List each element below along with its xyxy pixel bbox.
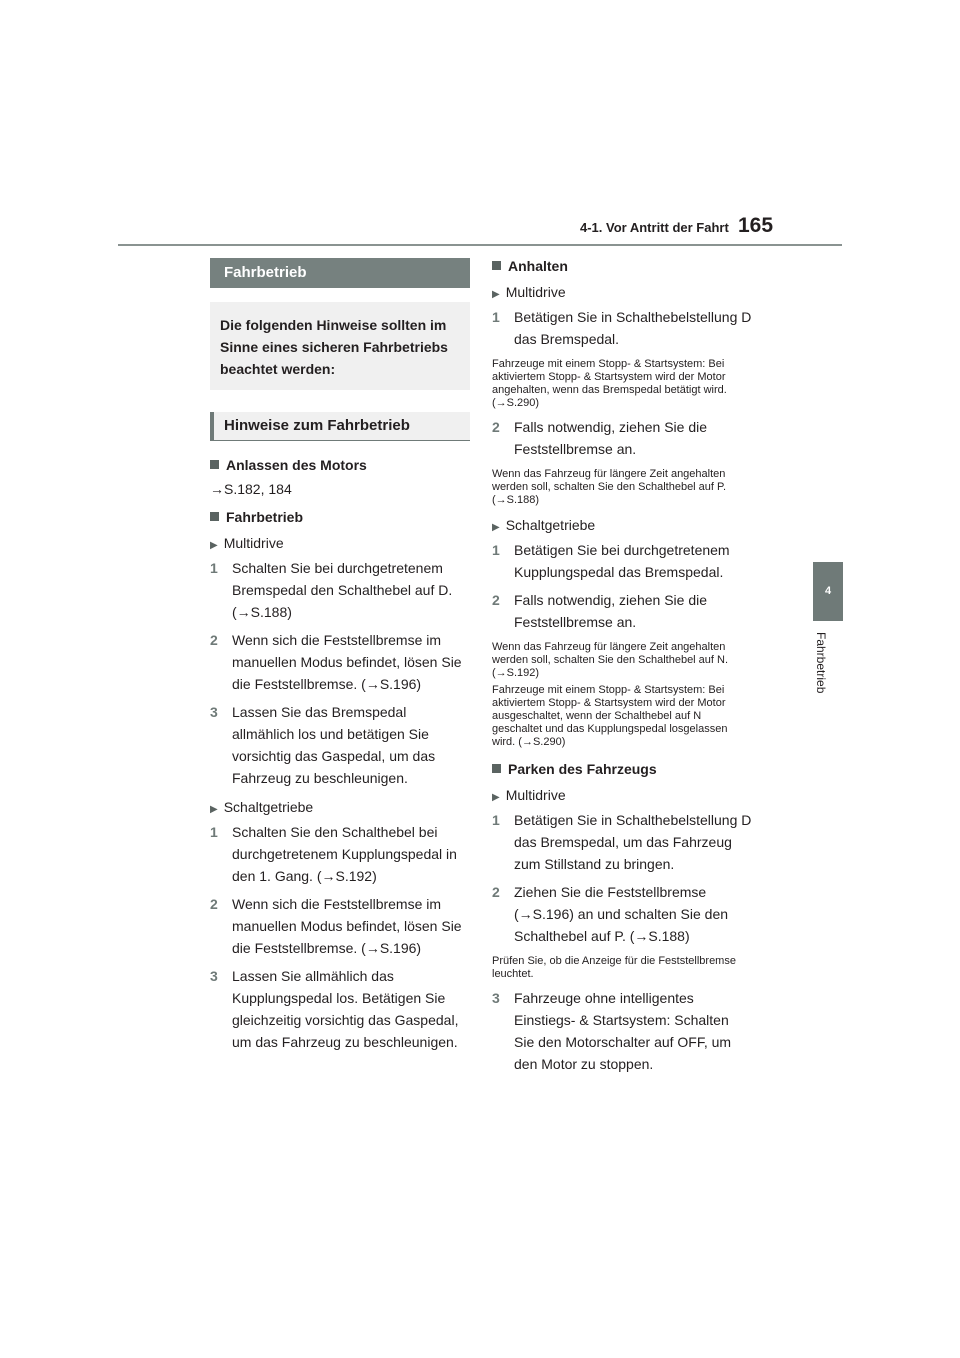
section-intro: Die folgenden Hinweise sollten im Sinne eines sicheren Fahrbetriebs beachtet werden:	[210, 302, 470, 390]
step: 2 Wenn sich die Feststellbremse im manuellen Modus befindet, lösen Sie die Feststellbremse. (→S.196)	[210, 632, 462, 692]
chapter-label: Fahrbetrieb	[814, 632, 828, 694]
bullet-schaltgetriebe: ▶ Schaltgetriebe	[492, 517, 596, 533]
note: Wenn das Fahrzeug für längere Zeit angehalten werden soll, schalten Sie den Schalthebel auf N. (→S.192)	[492, 641, 729, 679]
step: 3 Lassen Sie das Bremspedal allmählich los und betätigen Sie vorsichtig das Gaspedal, um das Fahrzeug zu beschleunigen.	[210, 704, 436, 786]
section-title: 4-1. Vor Antritt der Fahrt	[580, 220, 729, 235]
chapter-tab: 4	[813, 562, 843, 621]
left-column	[210, 258, 470, 1053]
step: 1 Betätigen Sie bei durchgetretenem Kupplungspedal das Bremspedal.	[492, 542, 730, 580]
bullet-schaltgetriebe: ▶ Schaltgetriebe	[210, 799, 314, 815]
bullet-multidrive: ▶ Multidrive	[492, 284, 566, 300]
note: Wenn das Fahrzeug für längere Zeit angehalten werden soll, schalten Sie den Schalthebel auf P. (→S.188)	[492, 468, 727, 506]
step: 1 Betätigen Sie in Schalthebelstellung D das Bremspedal.	[492, 309, 752, 347]
heading-fahrbetrieb: Fahrbetrieb	[210, 509, 470, 525]
heading-parken: Parken des Fahrzeugs	[492, 761, 752, 777]
step: 2 Falls notwendig, ziehen Sie die Feststellbremse an.	[492, 592, 708, 630]
right-column	[492, 258, 752, 1075]
note: Fahrzeuge mit einem Stopp- & Startsystem: Bei aktiviertem Stopp- & Startsystem wird der Motor ausgeschaltet, wenn der Schalthebel auf N geschaltet und das Kupplungspedal losgelassen wird. (→S.290)	[492, 684, 728, 748]
triangle-bullet-icon: ▶	[492, 289, 500, 300]
reference-anlassen: →S.182, 184	[210, 481, 292, 497]
step: 2 Wenn sich die Feststellbremse im manuellen Modus befindet, lösen Sie die Feststellbremse. (→S.196)	[210, 896, 462, 956]
bullet-multidrive: ▶ Multidrive	[492, 787, 566, 803]
step: 2 Ziehen Sie die Feststellbremse (→S.196) an und schalten Sie den Schalthebel auf P. (→S.188)	[492, 884, 729, 944]
page-number: 165	[738, 214, 774, 237]
step: 1 Schalten Sie den Schalthebel bei durchgetretenem Kupplungspedal in den 1. Gang. (→S.192)	[210, 824, 457, 884]
heading-anhalten: Anhalten	[492, 258, 752, 274]
triangle-bullet-icon: ▶	[210, 540, 218, 551]
section-box-title: Fahrbetrieb	[210, 258, 470, 288]
triangle-bullet-icon: ▶	[210, 804, 218, 815]
triangle-bullet-icon: ▶	[492, 522, 500, 533]
step: 3 Fahrzeuge ohne intelligentes Einstiegs- & Startsystem: Schalten Sie den Motorschalter auf OFF, um den Motor zu stoppen.	[492, 990, 732, 1072]
step: 3 Lassen Sie allmählich das Kupplungspedal los. Betätigen Sie gleichzeitig vorsichtig das Gaspedal, um das Fahrzeug zu beschleunigen.	[210, 968, 459, 1050]
square-bullet-icon	[492, 764, 501, 773]
step: 1 Betätigen Sie in Schalthebelstellung D das Bremspedal, um das Fahrzeug zum Stillstand zu bringen.	[492, 812, 752, 872]
square-bullet-icon	[210, 460, 219, 469]
square-bullet-icon	[492, 261, 501, 270]
square-bullet-icon	[210, 512, 219, 521]
triangle-bullet-icon: ▶	[492, 792, 500, 803]
heading-anlassen: Anlassen des Motors	[210, 457, 470, 473]
note: Fahrzeuge mit einem Stopp- & Startsystem: Bei aktiviertem Stopp- & Startsystem wird der Motor angehalten, wenn das Bremspedal betätigt wird. (→S.290)	[492, 358, 727, 409]
step: 2 Falls notwendig, ziehen Sie die Feststellbremse an.	[492, 419, 708, 457]
header-divider	[118, 244, 842, 246]
step: 1 Schalten Sie bei durchgetretenem Bremspedal den Schalthebel auf D. (→S.188)	[210, 560, 453, 620]
note: Prüfen Sie, ob die Anzeige für die Feststellbremse leuchtet.	[492, 955, 736, 980]
subsection-title: Hinweise zum Fahrbetrieb	[210, 412, 470, 441]
bullet-multidrive: ▶ Multidrive	[210, 535, 284, 551]
